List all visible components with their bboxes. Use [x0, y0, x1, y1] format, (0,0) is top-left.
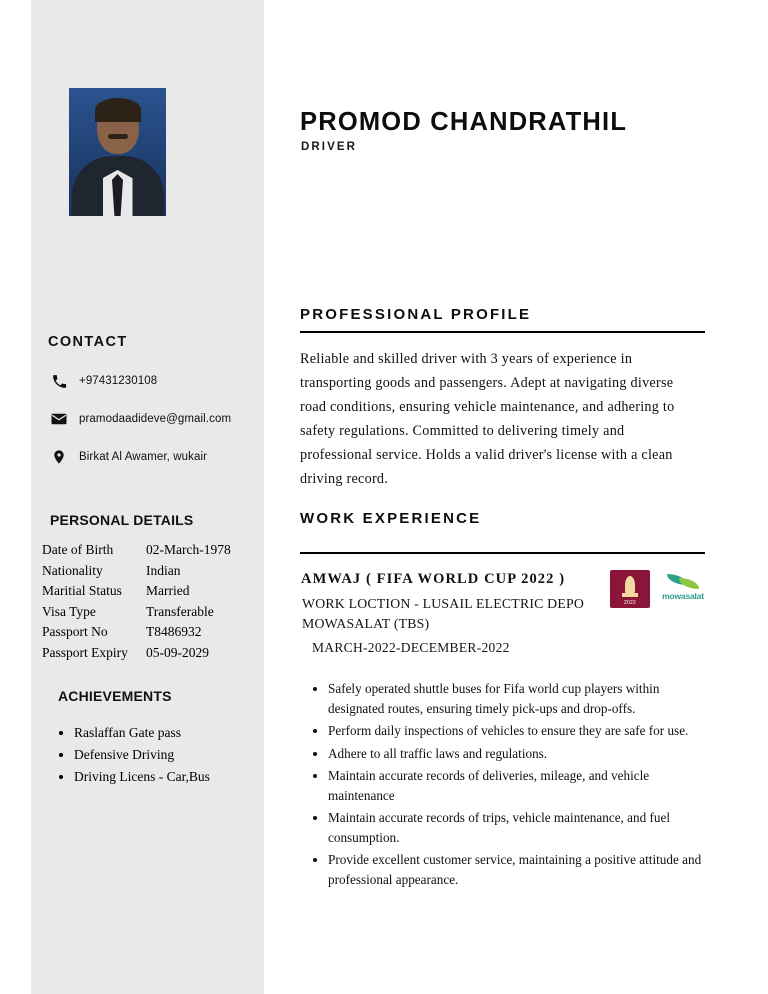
page-title: PROMOD CHANDRATHIL [300, 108, 628, 136]
contact-item-address [48, 442, 263, 472]
detail-value: Indian [146, 562, 181, 578]
list-item: • Adhere to all traffic laws and regulations. [328, 744, 702, 764]
trophy-shape [625, 576, 635, 594]
job-dates: MARCH-2022-DECEMBER-2022 [312, 640, 510, 655]
avatar [69, 88, 166, 216]
divider [300, 552, 705, 554]
job-role-subtitle: DRIVER [301, 141, 358, 153]
email-icon [48, 408, 70, 430]
avatar-moustache [108, 134, 128, 139]
phone-icon [48, 370, 70, 392]
list-item: • Safely operated shuttle buses for Fifa world cup players within designated routes, ensuring timely pick-ups and drop-offs. [328, 679, 702, 718]
contact-item-phone [48, 366, 263, 396]
detail-key: Date of Birth [42, 542, 114, 557]
table-row [42, 602, 258, 623]
professional-profile-heading: PROFESSIONAL PROFILE [300, 306, 532, 323]
list-item: • Provide excellent customer service, maintaining a positive attitude and professional appearance. [328, 850, 702, 889]
detail-value: 02-March-1978 [146, 542, 231, 557]
detail-key: Passport No [42, 624, 108, 639]
detail-value: Married [146, 583, 190, 598]
personal-details-heading: PERSONAL DETAILS [50, 512, 194, 528]
trophy-base-shape [622, 593, 638, 597]
list-item: • Maintain accurate records of trips, vehicle maintenance, and fuel consumption. [328, 808, 702, 847]
fifa-world-cup-logo-icon [610, 570, 650, 608]
list-item: • Perform daily inspections of vehicles to ensure they are safe for use. [328, 721, 702, 741]
table-row [42, 540, 258, 561]
table-row [42, 581, 258, 602]
contact-list [48, 366, 263, 480]
list-item: • Driving Licens - Car,Bus [74, 766, 260, 787]
achievements-heading: ACHIEVEMENTS [58, 688, 172, 704]
divider [300, 331, 705, 333]
detail-key: Passport Expiry [42, 644, 128, 660]
list-item: • Maintain accurate records of deliveries, mileage, and vehicle maintenance [328, 766, 702, 805]
table-row [42, 561, 258, 582]
mowasalat-logo-icon [655, 572, 711, 604]
contact-address-value: Birkat Al Awamer, wukair [79, 451, 208, 463]
contact-phone-value: +97431230108 [79, 375, 158, 387]
job-duties-list [312, 679, 702, 892]
detail-value: T8486932 [146, 624, 202, 639]
table-row [42, 622, 258, 643]
contact-email-value: pramodaadideve@gmail.com [79, 413, 232, 425]
work-experience-heading: WORK EXPERIENCE [300, 510, 482, 527]
professional-profile-text: Reliable and skilled driver with 3 years of experience in transporting goods and passengers. Adept at navigating diverse road conditions, ensuring vehicle maintenance, and adhering to safety regulations. Committed to delivering timely and professional service. Holds a valid driver's license with a clean driving record. [300, 351, 675, 487]
fifa-logo-year: 2022 [624, 600, 636, 606]
location-pin-icon [48, 446, 70, 468]
list-item: • Raslaffan Gate pass [74, 722, 260, 743]
avatar-hair [95, 98, 141, 122]
achievements-list [60, 722, 260, 788]
job-title: AMWAJ ( FIFA WORLD CUP 2022 ) [301, 571, 566, 587]
detail-key: Maritial Status [42, 583, 122, 598]
mowasalat-logo-label: mowasalat [662, 591, 704, 601]
table-row [42, 643, 258, 664]
contact-item-email [48, 404, 263, 434]
detail-key: Nationality [42, 562, 103, 578]
job-company: MOWASALAT (TBS) [302, 616, 430, 631]
detail-value: Transferable [146, 603, 214, 619]
leaf-shape-two [679, 578, 699, 589]
job-location: WORK LOCTION - LUSAIL ELECTRIC DEPO [302, 596, 585, 611]
list-item: • Defensive Driving [74, 744, 260, 765]
personal-details-table [42, 540, 258, 663]
detail-key: Visa Type [42, 603, 96, 619]
detail-value: 05-09-2029 [146, 644, 209, 660]
contact-heading: CONTACT [48, 334, 128, 350]
